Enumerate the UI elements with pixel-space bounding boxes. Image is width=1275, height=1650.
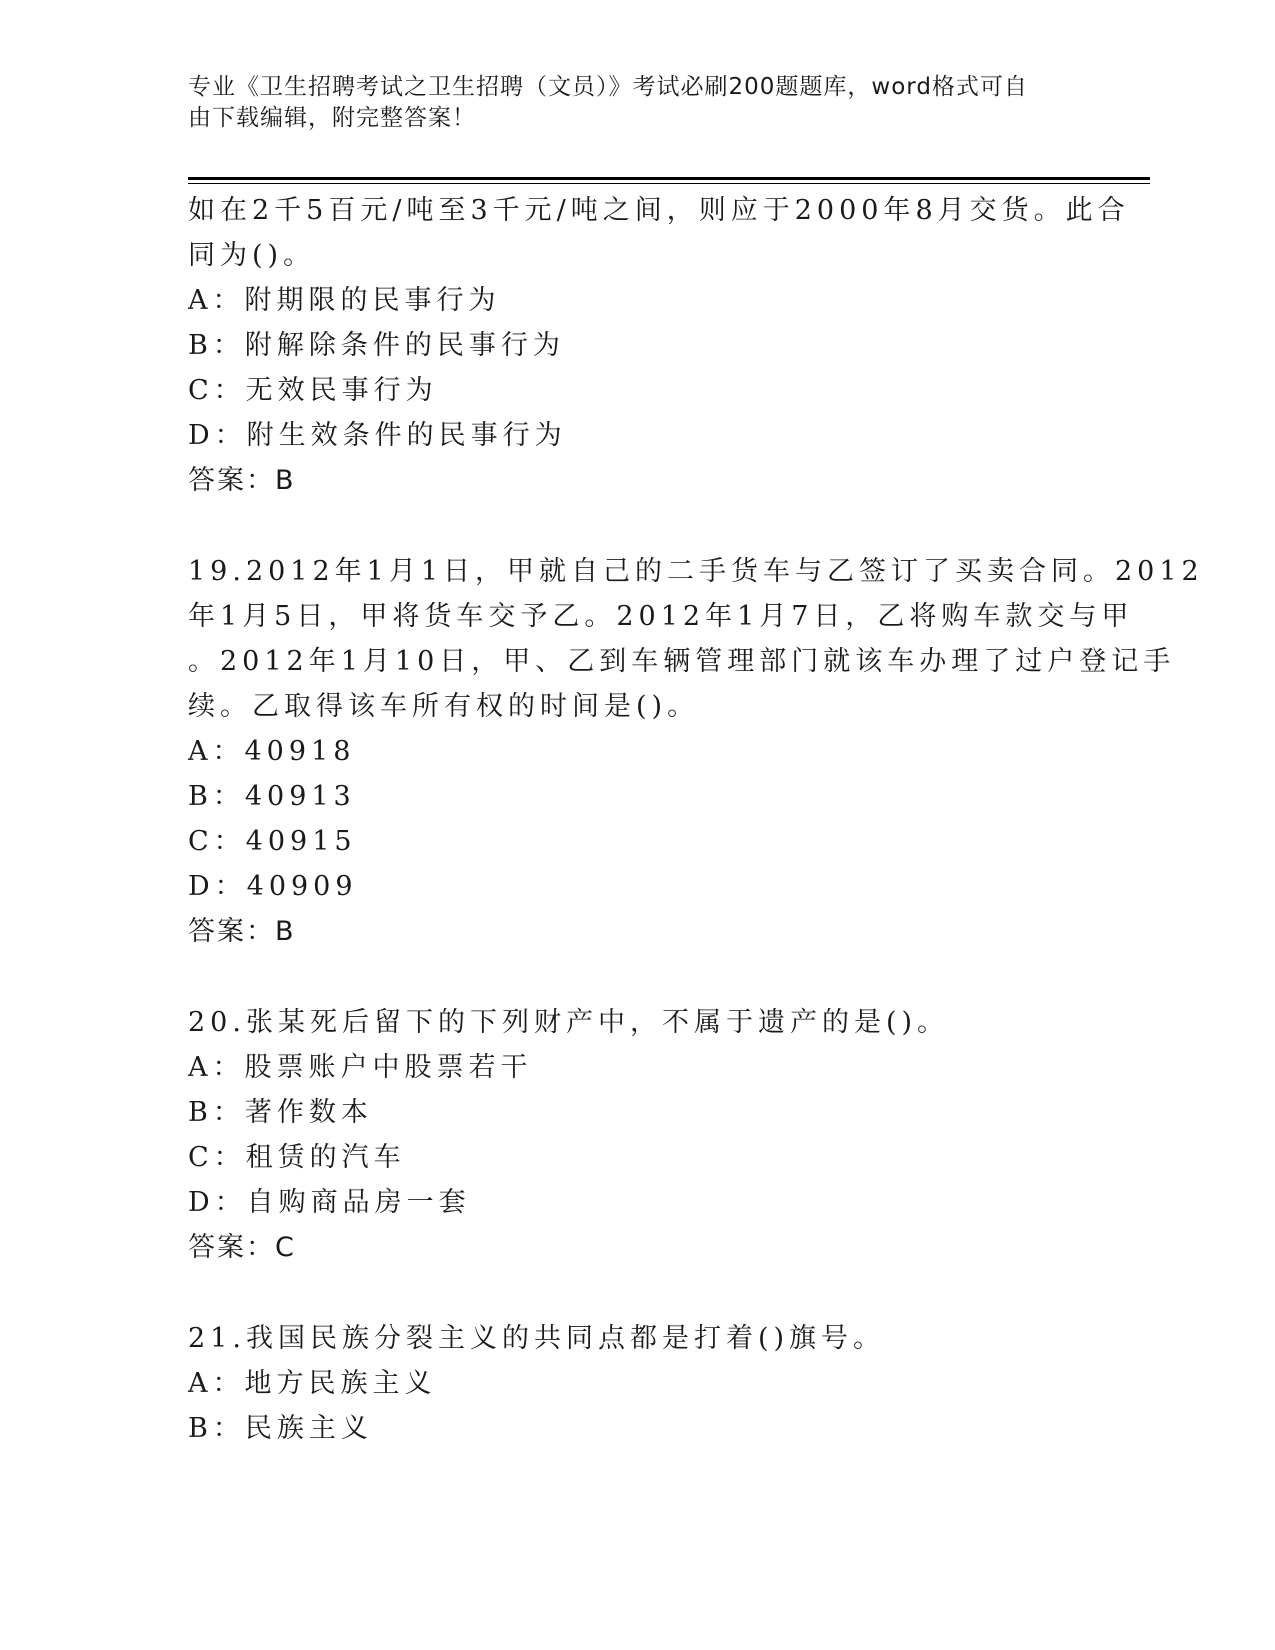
document-body [188, 188, 1204, 1451]
question-21 [188, 1316, 1088, 1451]
option-b: B：附解除条件的民事行为 [188, 330, 565, 361]
option-a: A：地方民族主义 [188, 1368, 437, 1399]
option-c: C：租赁的汽车 [188, 1142, 406, 1173]
header-rule-thick [188, 177, 1150, 180]
option-b: B：著作数本 [188, 1097, 373, 1128]
spacer [188, 1270, 1088, 1316]
document-header [188, 72, 1068, 134]
option-a: A：股票账户中股票若干 [188, 1052, 533, 1083]
answer-line: 答案：B [188, 916, 296, 947]
question-stem: 年1月5日，甲将货车交予乙。2012年1月7日，乙将购车款交与甲 [188, 601, 1134, 632]
question-stem: 同为()。 [188, 240, 316, 271]
option-d: D：自购商品房一套 [188, 1187, 471, 1218]
option-a: A：40918 [188, 736, 356, 767]
header-line-2: 由下载编辑，附完整答案！ [188, 105, 476, 131]
option-d: D：附生效条件的民事行为 [188, 420, 567, 451]
question-20 [188, 1000, 1088, 1270]
header-rule-thin [188, 183, 1150, 184]
option-c: C：无效民事行为 [188, 375, 438, 406]
answer-line: 答案：B [188, 465, 296, 496]
question-stem: 19.2012年1月1日，甲就自己的二手货车与乙签订了买卖合同。2012 [188, 556, 1204, 587]
option-d: D：40909 [188, 871, 358, 902]
question-18 [188, 188, 1130, 503]
question-stem: 20.张某死后留下的下列财产中，不属于遗产的是()。 [188, 1007, 950, 1038]
answer-line: 答案：C [188, 1232, 296, 1263]
option-b: B：民族主义 [188, 1413, 373, 1444]
option-a: A：附期限的民事行为 [188, 285, 501, 316]
question-stem: 。2012年1月10日，甲、乙到车辆管理部门就该车办理了过户登记手 [188, 646, 1176, 677]
spacer [188, 503, 1088, 549]
question-stem: 如在2千5百元/吨至3千元/吨之间，则应于2000年8月交货。此合 [188, 195, 1130, 226]
option-b: B：40913 [188, 781, 356, 812]
question-stem: 21.我国民族分裂主义的共同点都是打着()旗号。 [188, 1323, 886, 1354]
option-c: C：40915 [188, 826, 357, 857]
header-line-1: 专业《卫生招聘考试之卫生招聘（文员）》考试必刷200题题库，word格式可自 [188, 74, 1028, 100]
question-stem: 续。乙取得该车所有权的时间是()。 [188, 691, 700, 722]
spacer [188, 954, 1088, 1000]
question-19 [188, 549, 1204, 954]
